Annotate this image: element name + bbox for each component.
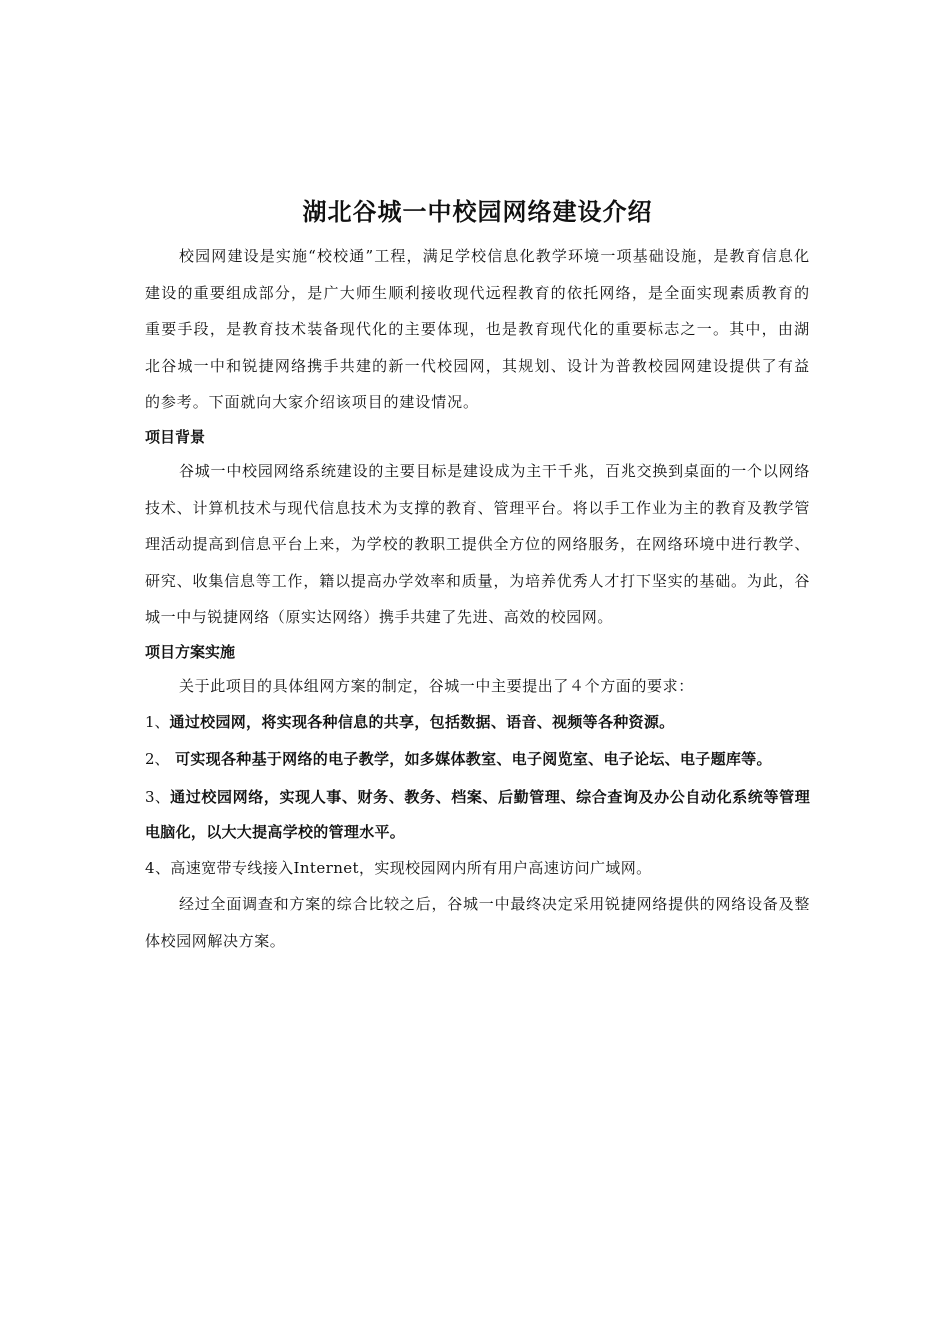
requirement-text: 高速宽带专线接入Internet，实现校园网内所有用户高速访问广域网。 [170,858,652,877]
requirement-text: 通过校园网络，实现人事、财务、教务、档案、后勤管理、综合查询及办公自动化系统等管理电脑化，以大大提高学校的管理水平。 [145,787,810,842]
requirement-number: 4、 [145,858,171,877]
document-page [145,188,810,959]
implementation-lead: 关于此项目的具体组网方案的制定，谷城一中主要提出了４个方面的要求： [179,676,694,695]
document-title: 湖北谷城一中校园网络建设介绍 [302,198,653,226]
requirement-item-2 [145,742,810,778]
requirement-item-3 [145,780,810,851]
requirement-item-4 [145,851,810,887]
requirement-item-1 [145,705,810,741]
section-heading-background: 项目背景 [145,427,206,446]
section-heading-implementation: 项目方案实施 [145,642,236,661]
requirement-number: 1、 [145,712,170,731]
conclusion-paragraph: 经过全面调查和方案的综合比较之后，谷城一中最终决定采用锐捷网络提供的网络设备及整体校园网解决方案。 [145,895,810,950]
background-paragraph: 谷城一中校园网络系统建设的主要目标是建设成为主干千兆，百兆交换到桌面的一个以网络技术、计算机技术与现代信息技术为支撑的教育、管理平台。将以手工作业为主的教育及教学管理活动提高到信息平台上来，为学校的教职工提供全方位的网络服务，在网络环境中进行教学、研究、收集信息等工作，籍以提高办学效率和质量，为培养优秀人才打下坚实的基础。为此，谷城一中与锐捷网络（原实达网络）携手共建了先进、高效的校园网。 [145,461,810,627]
requirement-number: 3、 [145,787,171,806]
intro-paragraph: 校园网建设是实施“校校通”工程，满足学校信息化教学环境一项基础设施，是教育信息化建设的重要组成部分，是广大师生顺利接收现代远程教育的依托网络，是全面实现素质教育的重要手段，是教育技术装备现代化的主要体现，也是教育现代化的重要标志之一。其中，由湖北谷城一中和锐捷网络携手共建的新一代校园网，其规划、设计为普教校园网建设提供了有益的参考。下面就向大家介绍该项目的建设情况。 [145,247,810,412]
requirement-text: 通过校园网，将实现各种信息的共享，包括数据、语音、视频等各种资源。 [169,712,675,731]
requirement-text: 可实现各种基于网络的电子教学，如多媒体教室、电子阅览室、电子论坛、电子题库等。 [169,750,772,769]
requirement-number: 2、 [145,750,170,769]
